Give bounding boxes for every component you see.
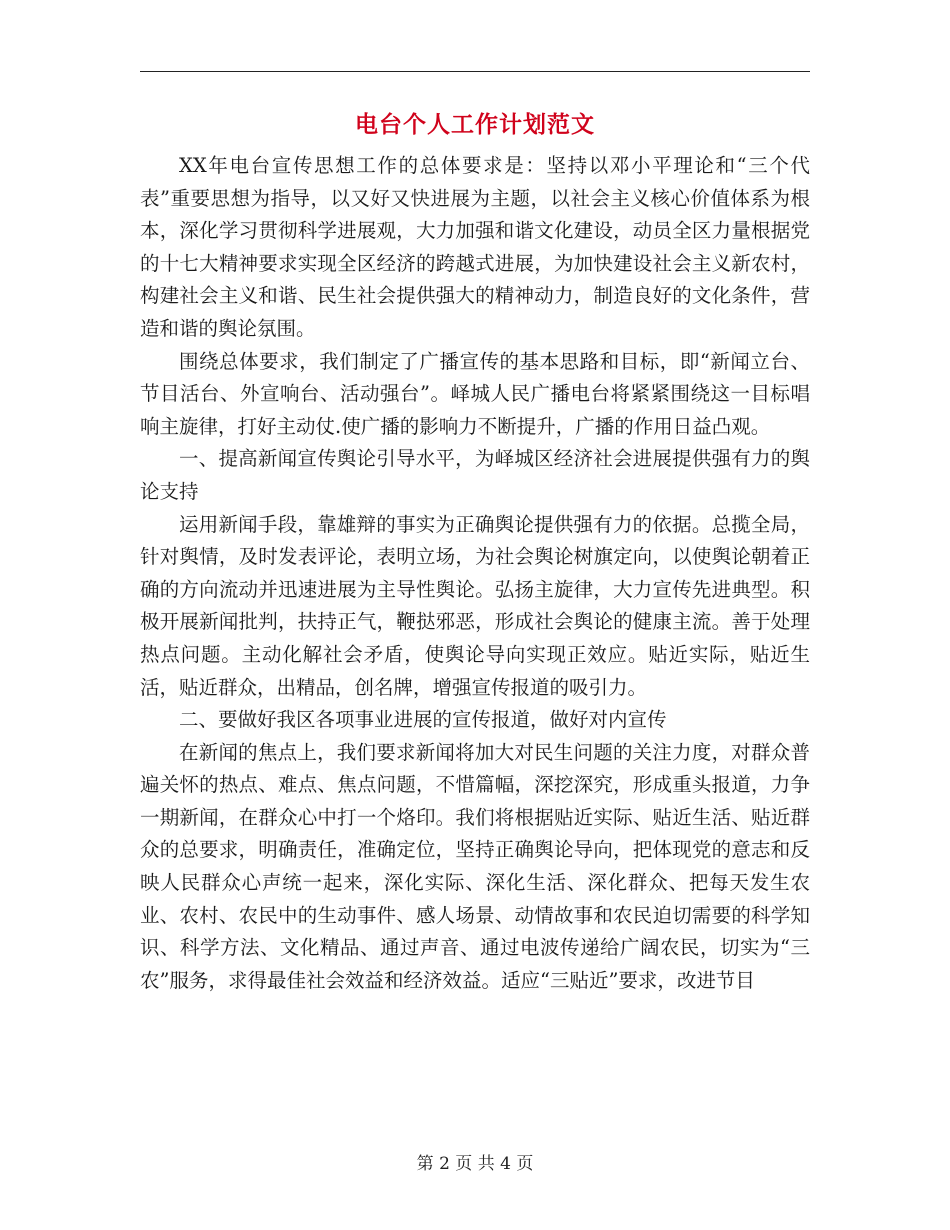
header-rule: [140, 71, 810, 72]
document-title: 电台个人工作计划范文: [355, 111, 595, 138]
section-heading: 一、提高新闻宣传舆论引导水平，为峄城区经济社会进展提供强有力的舆论支持: [140, 447, 810, 503]
paragraph: 围绕总体要求，我们制定了广播宣传的基本思路和目标，即“新闻立台、节目活台、外宣响台、活动强台”。峄城人民广播电台将紧紧围绕这一目标唱响主旋律，打好主动仗.使广播的影响力不断提升，广播的作用日益凸观。: [140, 349, 810, 438]
section-heading: 二、要做好我区各项事业进展的宣传报道，做好对内宣传: [179, 708, 667, 732]
paragraph: 在新闻的焦点上，我们要求新闻将加大对民生问题的关注力度，对群众普遍关怀的热点、难点、焦点问题，不惜篇幅，深挖深究，形成重头报道，力争一期新闻，在群众心中打一个烙印。我们将根据贴近实际、贴近生活、贴近群众的总要求，明确责任，准确定位，坚持正确舆论导向，把体现党的意志和反映人民群众心声统一起来，深化实际、深化生活、深化群众、把每天发生农业、农村、农民中的生动事件、感人场景、动情故事和农民迫切需要的科学知识、科学方法、文化精品、通过声音、通过电波传递给广阔农民，切实为“三农”服务，求得最佳社会效益和经济效益。适应“三贴近”要求，改进节目: [140, 740, 810, 992]
page-number-footer: 第 2 页 共 4 页: [416, 1154, 534, 1174]
paragraph: 运用新闻手段，靠雄辩的事实为正确舆论提供强有力的依据。总揽全局，针对舆情，及时发表评论，表明立场，为社会舆论树旗定向，以使舆论朝着正确的方向流动并迅速进展为主导性舆论。弘扬主旋律，大力宣传先进典型。积极开展新闻批判，扶持正气，鞭挞邪恶，形成社会舆论的健康主流。善于处理热点问题。主动化解社会矛盾，使舆论导向实现正效应。贴近实际，贴近生活，贴近群众，出精品，创名牌，增强宣传报道的吸引力。: [140, 512, 810, 699]
document-body: [140, 150, 810, 997]
paragraph: XX年电台宣传思想工作的总体要求是：坚持以邓小平理论和“三个代表”重要思想为指导，以又好又快进展为主题，以社会主义核心价值体系为根本，深化学习贯彻科学进展观，大力加强和谐文化建设，动员全区力量根据党的十七大精神要求实现全区经济的跨越式进展，为加快建设社会主义新农村，构建社会主义和谐、民生社会提供强大的精神动力，制造良好的文化条件，营造和谐的舆论氛围。: [140, 154, 810, 340]
